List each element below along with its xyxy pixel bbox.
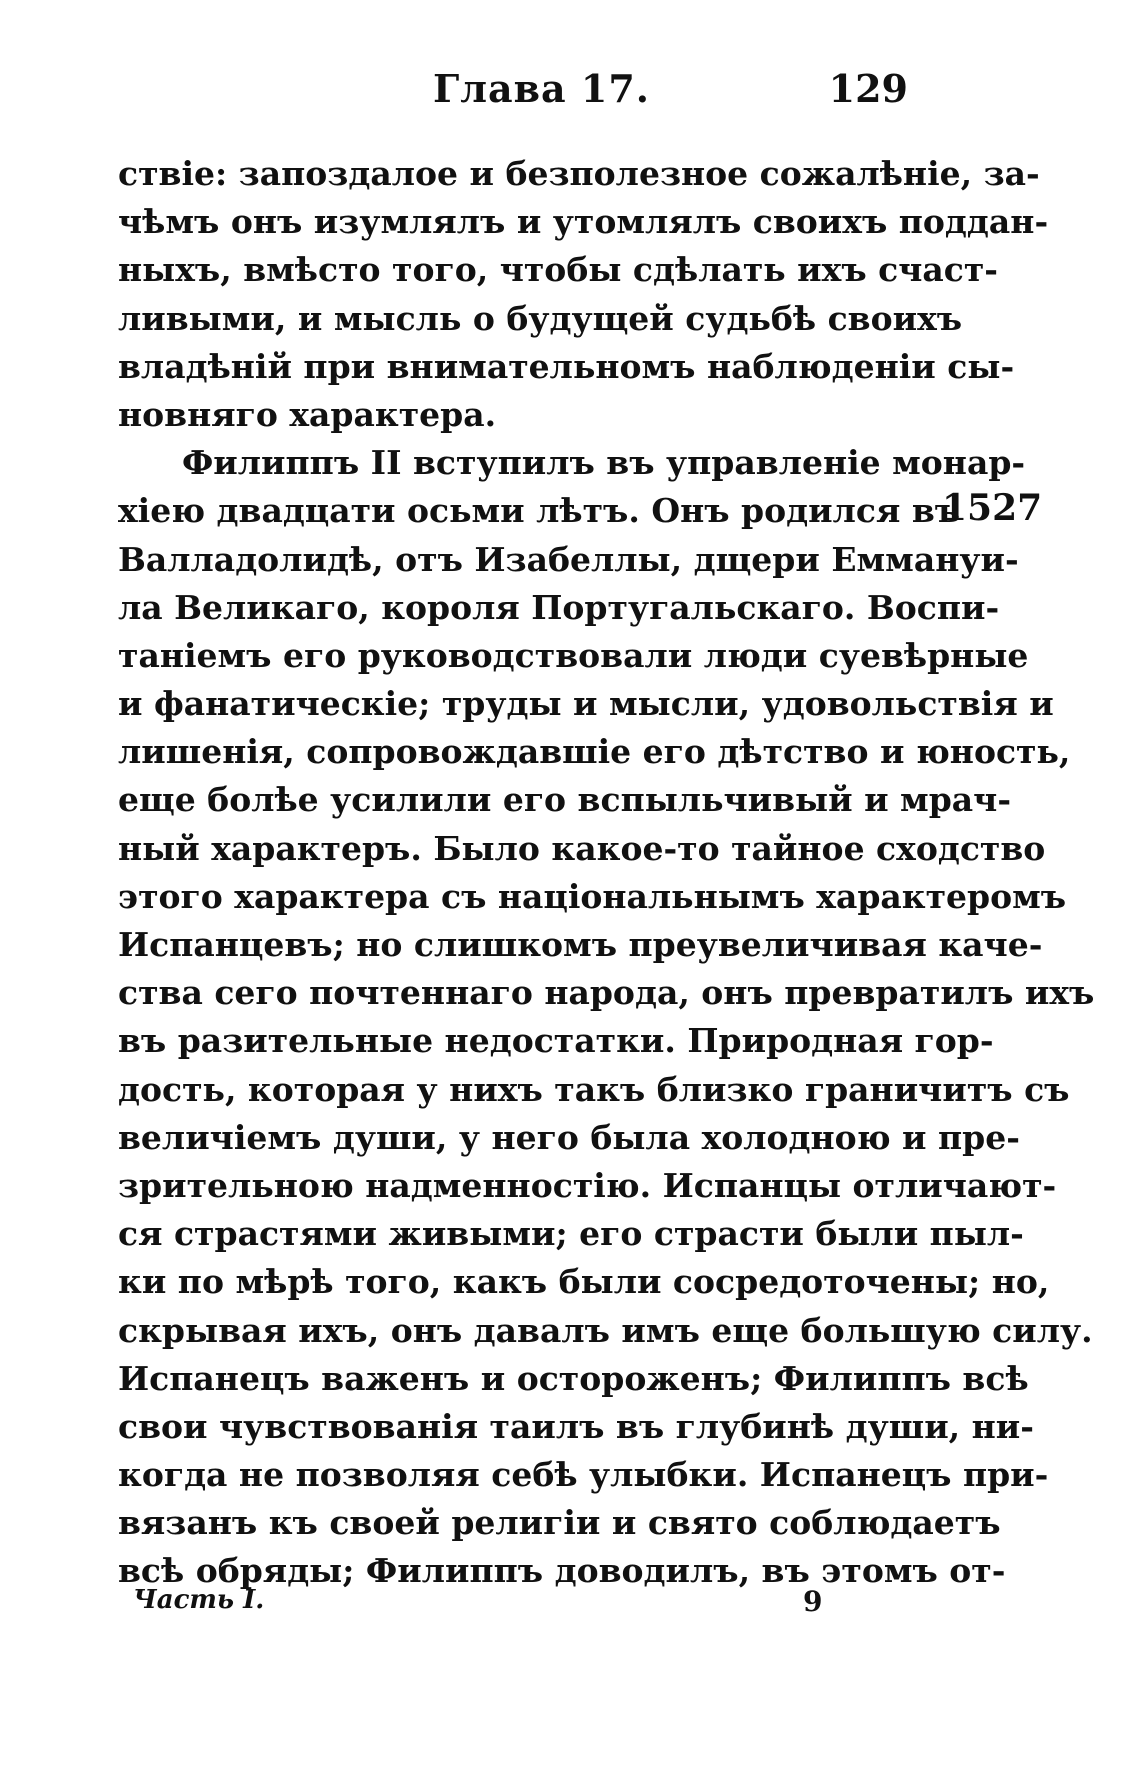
- text-line: и фанатическіе; труды и мысли, удовольствія и: [118, 684, 1054, 724]
- text-line: всѣ обряды; Филиппъ доводилъ, въ этомъ от-: [118, 1551, 1006, 1591]
- text-line: хіею двадцати осьми лѣтъ. Онъ родился въ: [118, 491, 961, 531]
- text-line: ства сего почтеннаго народа, онъ превратилъ ихъ: [118, 973, 1095, 1013]
- page-number: 129: [828, 66, 908, 111]
- text-line: этого характера съ національнымъ характеромъ: [118, 876, 1067, 916]
- text-line: владѣній при внимательномъ наблюденіи сы-: [118, 346, 1015, 386]
- text-line: ла Великаго, короля Португальскаго. Воспи-: [118, 587, 1000, 627]
- text-line: еще болѣе усилили его вспыльчивый и мрач-: [118, 780, 1012, 820]
- margin-year-note: 1527: [942, 487, 1043, 529]
- text-line: лишенія, сопровождавшіе его дѣтство и юность,: [118, 732, 1071, 772]
- text-line: таніемъ его руководствовали люди суевѣрные: [118, 635, 1029, 675]
- text-line: вязанъ къ своей религіи и свято соблюдаетъ: [118, 1503, 1001, 1543]
- text-line: когда не позволяя себѣ улыбки. Испанецъ при-: [118, 1455, 1049, 1495]
- text-line: новняго характера.: [118, 394, 497, 434]
- text-line: дость, которая у нихъ такъ близко граничитъ съ: [118, 1069, 1070, 1109]
- text-line: ный характеръ. Было какое-то тайное сходство: [118, 828, 1046, 868]
- page-footer: [133, 1585, 833, 1625]
- text-line: ки по мѣрѣ того, какъ были сосредоточены; но,: [118, 1262, 1050, 1302]
- text-line: скрывая ихъ, онъ давалъ имъ еще большую силу.: [118, 1310, 1093, 1350]
- text-line: величіемъ души, у него была холодною и пре-: [118, 1117, 1020, 1157]
- text-line: ся страстями живыми; его страсти были пыл-: [118, 1214, 1024, 1254]
- text-line: ливыми, и мысль о будущей судьбѣ своихъ: [118, 298, 963, 338]
- chapter-title: Глава 17.: [433, 66, 651, 111]
- signature-mark: Часть I.: [133, 1585, 265, 1615]
- text-line: свои чувствованія таилъ въ глубинѣ души, ни-: [118, 1406, 1034, 1446]
- text-line: Валладолидѣ, отъ Изабеллы, дщери Еммануи-: [118, 539, 1019, 579]
- running-head: [118, 66, 908, 116]
- signature-number: 9: [803, 1585, 823, 1618]
- text-line: зрительною надменностію. Испанцы отличают-: [118, 1165, 1057, 1205]
- text-line: чѣмъ онъ изумлялъ и утомлялъ своихъ поддан-: [118, 202, 1049, 242]
- text-line: Испанцевъ; но слишкомъ преувеличивая каче-: [118, 925, 1043, 964]
- text-line: Филиппъ II вступилъ въ управленіе монар-: [182, 443, 1026, 483]
- text-line: ствіе: запоздалое и безполезное сожалѣніе, за-: [118, 154, 1040, 193]
- text-line: въ разительные недостатки. Природная гор-: [118, 1021, 994, 1061]
- text-line: ныхъ, вмѣсто того, чтобы сдѣлать ихъ счаст-: [118, 250, 998, 290]
- text-line: Испанецъ важенъ и остороженъ; Филиппъ всѣ: [118, 1358, 1029, 1398]
